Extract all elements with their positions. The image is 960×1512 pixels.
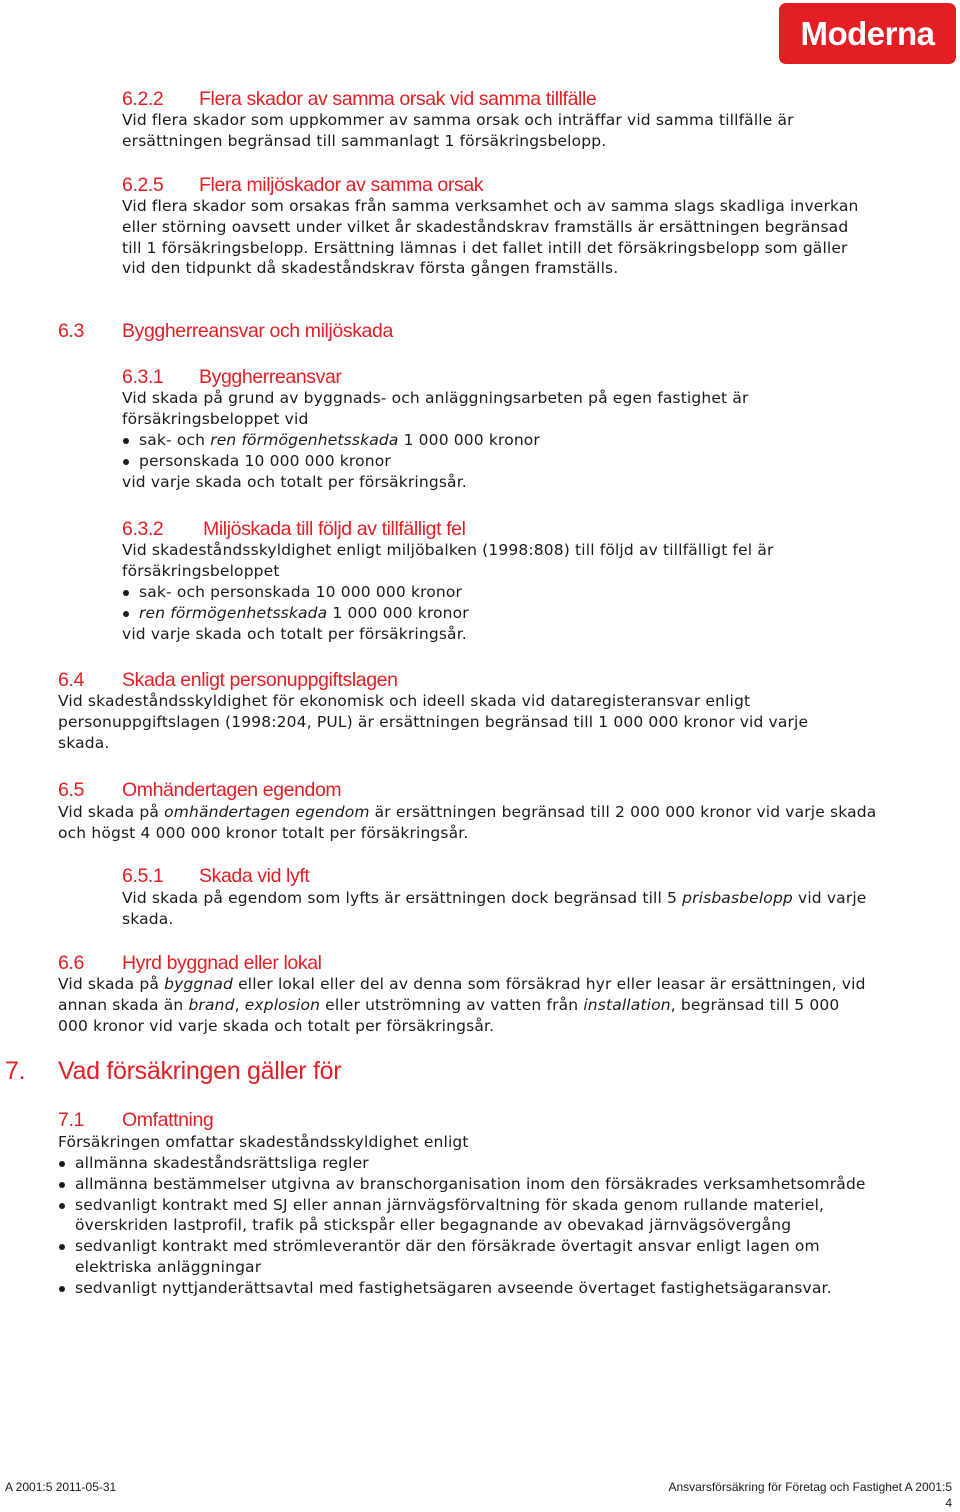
section-7-1-list [58, 1153, 873, 1299]
list-item: sedvanligt kontrakt med SJ eller annan järnvägsförvaltning för skada genom rullande materiel, överskriden lastprofil, trafik på stickspår eller begagnande av obevakad järnvägsövergång [58, 1195, 873, 1237]
heading-number: 6.3 [58, 320, 84, 342]
heading-title: Byggherreansvar [199, 366, 342, 388]
heading-title: Skada vid lyft [199, 865, 310, 887]
heading-title: Flera skador av samma orsak vid samma tillfälle [199, 88, 597, 110]
section-6-3-2-intro: Vid skadeståndsskyldighet enligt miljöbalken (1998:808) till följd av tillfälligt fel är försäkringsbeloppet [122, 541, 774, 580]
heading-title: Byggherreansvar och miljöskada [122, 320, 393, 342]
heading-title: Omhändertagen egendom [122, 779, 342, 801]
section-6-2-2-body: Vid flera skador som uppkommer av samma orsak och inträffar vid samma tillfälle är ersättningen begränsad till sammanlagt 1 försäkringsbelopp. [122, 111, 794, 150]
heading-title: Flera miljöskador av samma orsak [199, 174, 484, 196]
footer-document-title: Ansvarsförsäkring för Företag och Fastighet A 2001:5 [668, 1480, 952, 1494]
heading-title: Miljöskada till följd av tillfälligt fel [203, 518, 466, 540]
list-item: sedvanligt kontrakt med strömleverantör där den försäkrade övertagit ansvar enligt lagen om elektriska anläggningar [58, 1236, 873, 1278]
heading-number: 6.2.2 [122, 88, 164, 110]
list-item: sak- och ren förmögenhetsskada 1 000 000 kronor [122, 430, 822, 451]
section-6-3-1-intro: Vid skada på grund av byggnads- och anläggningsarbeten på egen fastighet är försäkringsbeloppet vid [122, 389, 749, 428]
heading-title: Vad försäkringen gäller för [58, 1057, 342, 1085]
section-6-3-2-list [122, 582, 822, 624]
section-6-4-body: Vid skadeståndsskyldighet för ekonomisk och ideell skada vid dataregisteransvar enligt personuppgiftslagen (1998:204, PUL) är ersättningen begränsad till 1 000 000 kronor vid varje skada. [58, 692, 809, 752]
section-6-3-2-outro: vid varje skada och totalt per försäkringsår. [122, 625, 467, 643]
heading-number: 6.3.2 [122, 518, 164, 540]
list-item: allmänna skadeståndsrättsliga regler [58, 1153, 873, 1174]
section-7-1-intro: Försäkringen omfattar skadeståndsskyldighet enligt [58, 1133, 469, 1151]
section-6-3-1-outro: vid varje skada och totalt per försäkringsår. [122, 473, 467, 491]
section-6-5-body: Vid skada på omhändertagen egendom är ersättningen begränsad till 2 000 000 kronor vid varje skada och högst 4 000 000 kronor totalt per försäkringsår. [58, 803, 877, 842]
list-item: allmänna bestämmelser utgivna av branschorganisation inom den försäkrades verksamhetsområde [58, 1174, 873, 1195]
heading-title: Omfattning [122, 1109, 214, 1131]
section-6-5-1-body: Vid skada på egendom som lyfts är ersättningen dock begränsad till 5 prisbasbelopp vid varje skada. [122, 889, 867, 928]
heading-number: 7. [5, 1057, 26, 1085]
heading-number: 7.1 [58, 1109, 84, 1131]
heading-number: 6.2.5 [122, 174, 164, 196]
list-item: sak- och personskada 10 000 000 kronor [122, 582, 822, 603]
section-6-6-body: Vid skada på byggnad eller lokal eller del av denna som försäkrad hyr eller leasar är ersättningen, vid annan skada än brand, explosion eller utströmning av vatten från installation, begränsad till 5 000 000 kronor vid varje skada och totalt per försäkringsår. [58, 975, 866, 1035]
section-6-2-5-body: Vid flera skador som orsakas från samma verksamhet och av samma slags skadliga inverkan eller störning oavsett under vilket år skadeståndskrav framställs är ersättningen begränsad till 1 försäkringsbelopp. Ersättning lämnas i det fallet intill det försäkringsbelopp som gäller vid den tidpunkt då skadeståndskrav första gången framställs. [122, 197, 859, 278]
heading-number: 6.4 [58, 669, 84, 691]
list-item: sedvanligt nyttjanderättsavtal med fastighetsägaren avseende övertaget fastighetsägaransvar. [58, 1278, 873, 1299]
heading-title: Skada enligt personuppgiftslagen [122, 669, 398, 691]
page-number: 4 [945, 1496, 952, 1510]
moderna-logo: Moderna [779, 3, 956, 64]
heading-number: 6.3.1 [122, 366, 164, 388]
list-item: personskada 10 000 000 kronor [122, 451, 822, 472]
list-item: ren förmögenhetsskada 1 000 000 kronor [122, 603, 822, 624]
footer-document-code: A 2001:5 2011-05-31 [5, 1480, 117, 1494]
heading-number: 6.5.1 [122, 865, 164, 887]
heading-number: 6.5 [58, 779, 84, 801]
section-6-3-1-list [122, 430, 822, 472]
heading-number: 6.6 [58, 952, 84, 974]
heading-title: Hyrd byggnad eller lokal [122, 952, 322, 974]
